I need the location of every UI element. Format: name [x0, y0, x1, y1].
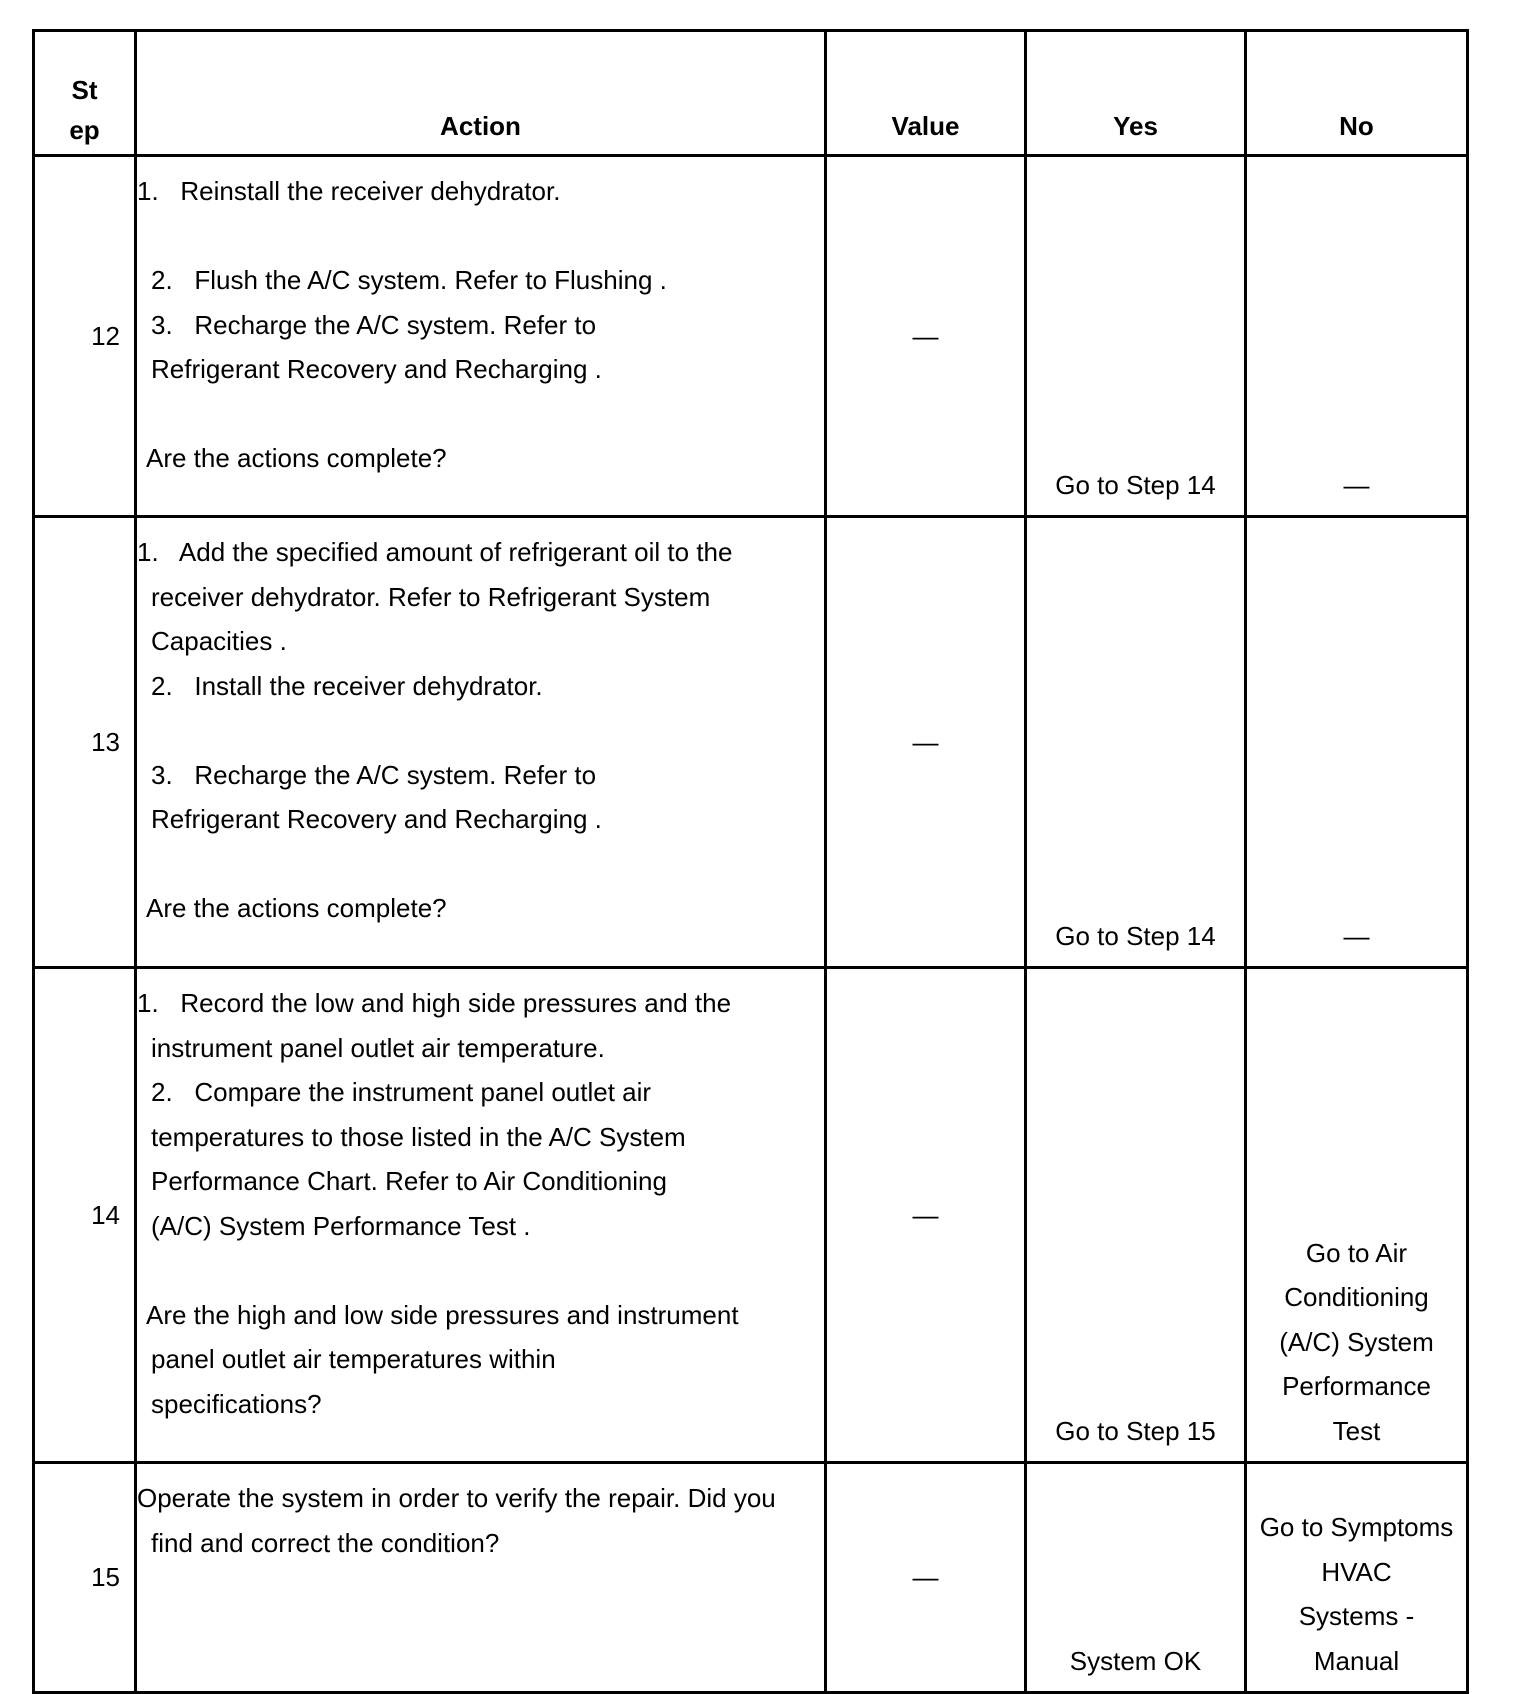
action-line: 3. Recharge the A/C system. Refer to — [151, 309, 597, 340]
action-line — [137, 392, 816, 437]
action-line — [137, 708, 816, 753]
yes-cell: Go to Step 15 — [1026, 968, 1246, 1463]
action-line: 1. Add the specified amount of refrigerant oil to the — [137, 537, 733, 567]
header-step-line2: ep — [69, 115, 100, 145]
header-step-line1: St — [71, 75, 98, 105]
no-cell — [1246, 517, 1468, 968]
no-cell — [1246, 156, 1468, 517]
table-row — [34, 968, 1468, 1463]
action-line: instrument panel outlet air temperature. — [151, 1032, 605, 1063]
no-line: Conditioning — [1284, 1282, 1429, 1312]
no-line: Test — [1332, 1415, 1381, 1446]
action-line — [137, 1248, 816, 1293]
no-line: Go to Air — [1305, 1237, 1408, 1268]
header-value: Value — [826, 31, 1026, 156]
action-line — [137, 842, 816, 887]
value-cell: — — [826, 1463, 1026, 1693]
no-line: HVAC — [1321, 1556, 1392, 1587]
action-line: Performance Chart. Refer to Air Conditioning — [151, 1166, 667, 1196]
action-question: Are the actions complete? — [146, 443, 447, 473]
action-cell — [136, 517, 826, 968]
no-line: Manual — [1313, 1645, 1400, 1676]
action-line: 1. Reinstall the receiver dehydrator. — [137, 176, 561, 206]
action-line: 2. Flush the A/C system. Refer to Flushing . — [151, 265, 667, 295]
table-row — [34, 517, 1468, 968]
yes-cell: Go to Step 14 — [1026, 517, 1246, 968]
action-line: receiver dehydrator. Refer to Refrigerant System — [151, 581, 711, 612]
value-cell: — — [826, 517, 1026, 968]
header-step — [34, 31, 136, 156]
action-question: specifications? — [151, 1388, 322, 1419]
action-line: (A/C) System Performance Test . — [151, 1210, 531, 1241]
action-question: find and correct the condition? — [151, 1527, 500, 1558]
action-line: Capacities . — [151, 626, 287, 656]
no-cell — [1246, 1463, 1468, 1693]
no-line: — — [1343, 920, 1370, 951]
step-number: 14 — [34, 968, 136, 1463]
action-line: Refrigerant Recovery and Recharging . — [151, 354, 602, 384]
header-row — [34, 31, 1468, 156]
no-cell — [1246, 968, 1468, 1463]
action-line: Refrigerant Recovery and Recharging . — [151, 804, 602, 834]
no-line: Go to Symptoms — [1259, 1512, 1454, 1542]
action-cell — [136, 1463, 826, 1693]
action-question: Are the actions complete? — [146, 893, 447, 923]
action-question: Are the high and low side pressures and instrument — [146, 1299, 739, 1330]
table-row — [34, 156, 1468, 517]
action-cell — [136, 156, 826, 517]
yes-cell: Go to Step 14 — [1026, 156, 1246, 517]
value-cell: — — [826, 968, 1026, 1463]
action-question: panel outlet air temperatures within — [151, 1344, 556, 1374]
action-line: 1. Record the low and high side pressures and the — [137, 988, 732, 1018]
action-line — [137, 214, 816, 259]
step-number: 13 — [34, 517, 136, 968]
header-yes: Yes — [1026, 31, 1246, 156]
action-cell — [136, 968, 826, 1463]
no-line: Systems - — [1298, 1601, 1415, 1631]
no-line: (A/C) System — [1279, 1326, 1434, 1357]
action-question: Operate the system in order to verify the repair. Did you — [137, 1483, 776, 1513]
no-line: — — [1343, 469, 1370, 500]
value-cell: — — [826, 156, 1026, 517]
action-line: temperatures to those listed in the A/C System — [151, 1121, 686, 1152]
step-number: 15 — [34, 1463, 136, 1693]
yes-cell: System OK — [1026, 1463, 1246, 1693]
header-no: No — [1246, 31, 1468, 156]
action-line: 3. Recharge the A/C system. Refer to — [151, 759, 597, 790]
action-line: 2. Install the receiver dehydrator. — [151, 670, 543, 701]
header-action: Action — [136, 31, 826, 156]
table-row — [34, 1463, 1468, 1693]
diagnostic-table — [32, 29, 1469, 1694]
action-line: 2. Compare the instrument panel outlet air — [151, 1077, 652, 1107]
step-number: 12 — [34, 156, 136, 517]
no-line: Performance — [1282, 1371, 1431, 1401]
